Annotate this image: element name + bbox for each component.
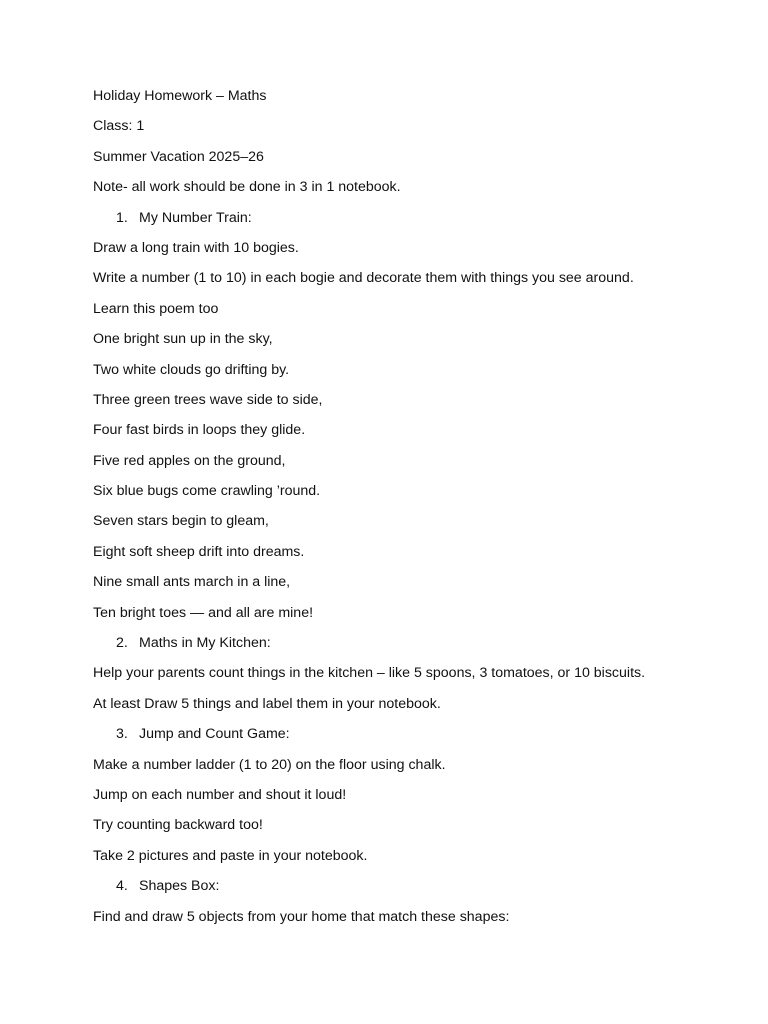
section-heading <box>93 725 743 755</box>
paragraph-line: At least Draw 5 things and label them in your notebook. <box>93 695 441 712</box>
paragraph-line: Try counting backward too! <box>93 817 263 834</box>
poem-line: Two white clouds go drifting by. <box>93 361 290 378</box>
poem-line: One bright sun up in the sky, <box>93 331 273 348</box>
section-heading-text: Maths in My Kitchen: <box>139 635 271 652</box>
section-heading <box>93 209 743 239</box>
section-heading-text: My Number Train: <box>139 209 252 226</box>
poem-line: Eight soft sheep drift into dreams. <box>93 543 305 560</box>
section-heading <box>93 634 743 664</box>
section-heading-text: Jump and Count Game: <box>139 726 290 743</box>
poem-line: Five red apples on the ground, <box>93 452 286 469</box>
section-number: 2. <box>116 635 128 652</box>
paragraph-line: Learn this poem too <box>93 300 219 317</box>
section-number: 3. <box>116 726 128 743</box>
paragraph-line: Help your parents count things in the kitchen – like 5 spoons, 3 tomatoes, or 10 biscuits. <box>93 665 646 682</box>
section-number: 4. <box>116 878 128 895</box>
paragraph-line: Draw a long train with 10 bogies. <box>93 239 299 256</box>
paragraph-line: Make a number ladder (1 to 20) on the floor using chalk. <box>93 756 446 773</box>
poem-line: Three green trees wave side to side, <box>93 391 323 408</box>
poem-line: Nine small ants march in a line, <box>93 574 291 591</box>
paragraph-line: Take 2 pictures and paste in your notebook. <box>93 847 368 864</box>
note-line: Note- all work should be done in 3 in 1 notebook. <box>93 179 401 196</box>
paragraph-line: Write a number (1 to 10) in each bogie and decorate them with things you see around. <box>93 270 634 287</box>
document-title: Holiday Homework – Maths <box>93 88 267 104</box>
section-heading-text: Shapes Box: <box>139 878 220 895</box>
paragraph-line: Jump on each number and shout it loud! <box>93 786 347 803</box>
poem-line: Six blue bugs come crawling ’round. <box>93 483 321 500</box>
session-line: Summer Vacation 2025–26 <box>93 148 264 165</box>
poem-line: Ten bright toes — and all are mine! <box>93 604 314 621</box>
section-heading <box>93 877 743 907</box>
poem-line: Four fast birds in loops they glide. <box>93 422 306 439</box>
class-line: Class: 1 <box>93 118 145 135</box>
section-number: 1. <box>116 209 128 226</box>
document-page <box>93 87 743 938</box>
poem-line: Seven stars begin to gleam, <box>93 513 269 530</box>
paragraph-line: Find and draw 5 objects from your home that match these shapes: <box>93 908 510 925</box>
